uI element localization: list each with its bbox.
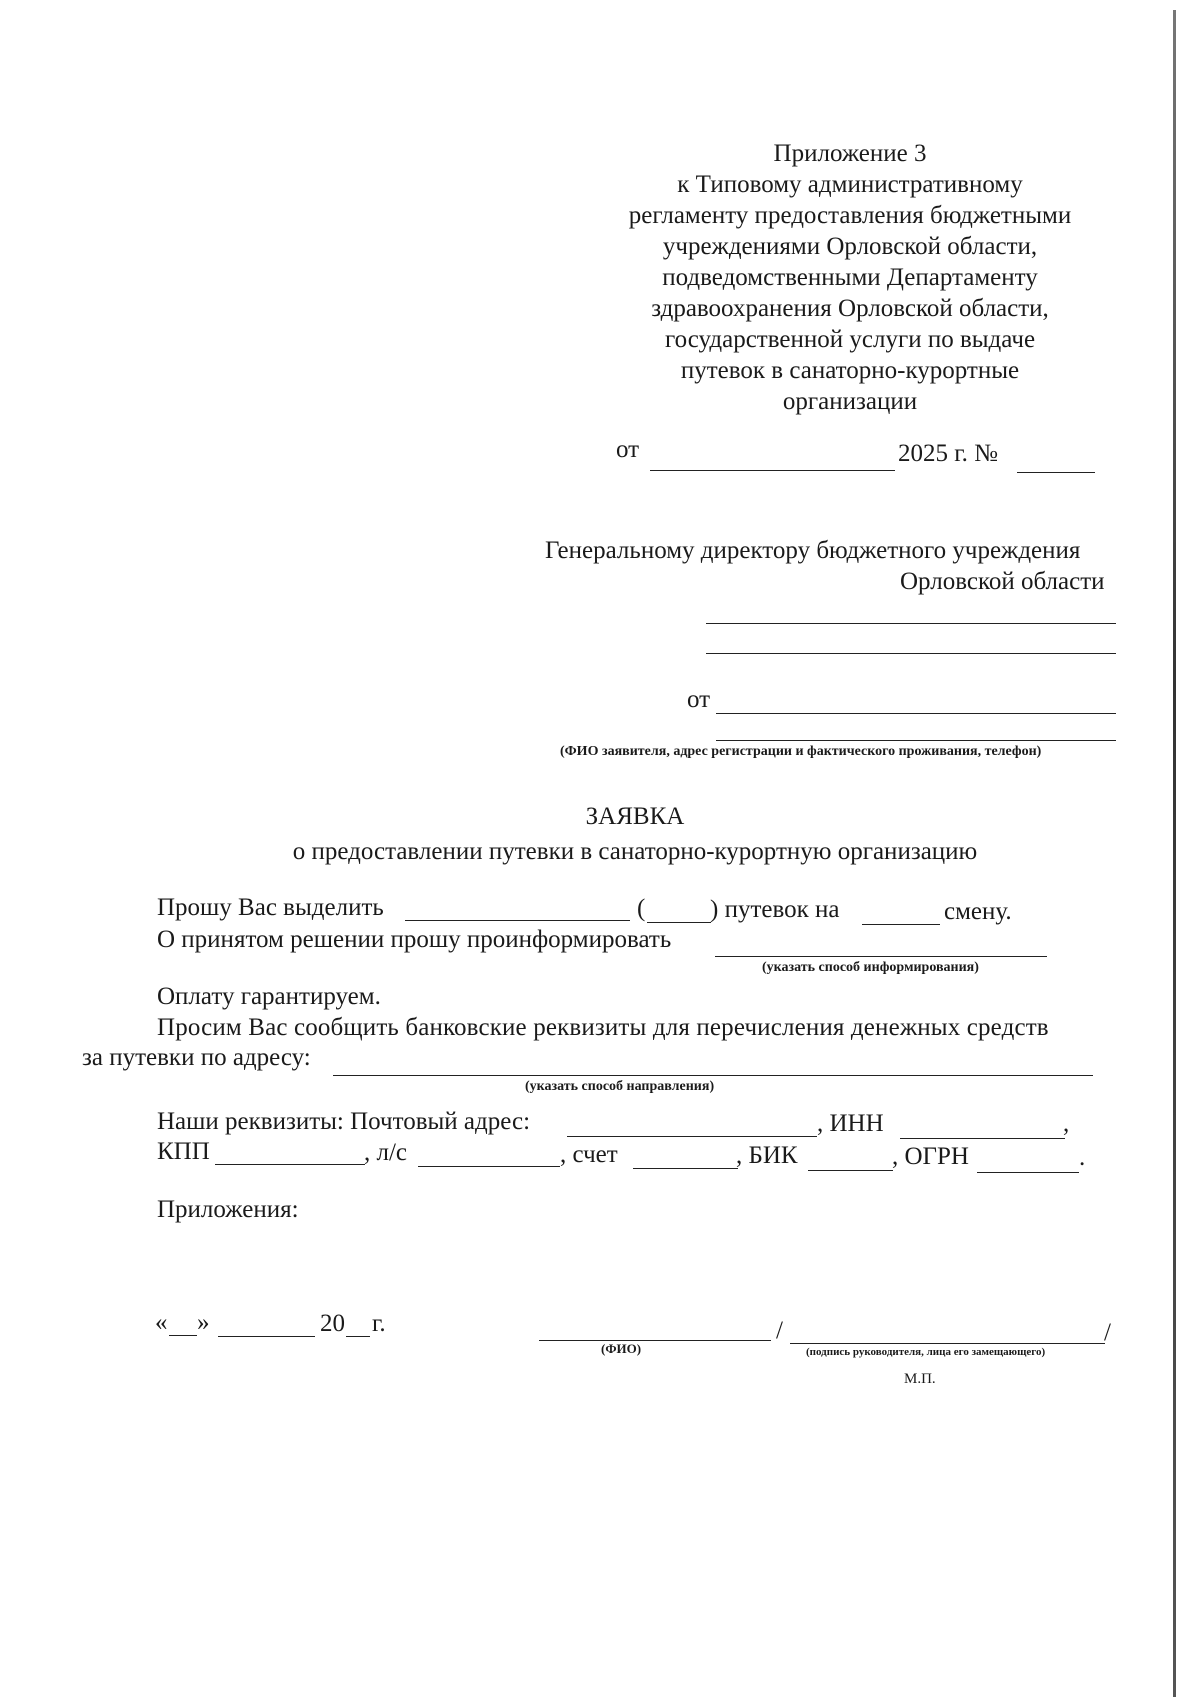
bank-address-blank[interactable] [333,1075,1093,1076]
inform-caption: (указать способ информирования) [762,960,979,975]
slash-2: / [1104,1319,1111,1346]
appendix-line: государственной услуги по выдаче [664,326,1036,353]
bank-line2: за путевки по адресу: [82,1044,311,1071]
inn-label: , ИНН [817,1110,884,1137]
kpp-label: КПП [157,1138,210,1165]
appendix-line: организации [782,388,918,415]
appendix-line: Приложение 3 [773,140,927,167]
month-blank[interactable] [218,1336,315,1337]
account-blank[interactable] [633,1168,738,1169]
title-sub: о предоставлении путевки в санаторно-курортную организацию [292,838,978,865]
addressee-line2: Орловской области [900,568,1105,595]
ls-blank[interactable] [418,1166,560,1167]
bik-blank[interactable] [808,1170,893,1171]
appendix-line: подведомственными Департаменту [662,264,1038,291]
inform-blank[interactable] [715,956,1047,957]
signature-blank[interactable] [790,1343,1105,1344]
voucher-name-blank[interactable] [405,920,630,921]
from-caption: (ФИО заявителя, адрес регистрации и фактического проживания, телефон) [560,744,1042,759]
from-label: от [687,686,711,713]
fio-caption: (ФИО) [601,1341,642,1356]
details-label: Наши реквизиты: Почтовый адрес: [157,1108,531,1135]
bank-caption: (указать способ направления) [525,1079,715,1094]
quote-close: » [197,1309,210,1336]
bik-label: , БИК [736,1142,798,1169]
payment-text: Оплату гарантируем. [157,983,381,1010]
appendix-line: к Типовому административному [677,171,1023,198]
postal-address-blank[interactable] [567,1136,817,1137]
appendix-line: учреждениями Орловской области, [662,233,1038,260]
from-blank-2[interactable] [716,740,1116,741]
inn-blank[interactable] [900,1138,1065,1139]
bank-line1: Просим Вас сообщить банковские реквизиты для перечисления денежных средств [157,1014,1049,1041]
date-blank[interactable] [650,470,895,471]
date-year-label: 2025 г. № [898,440,999,467]
kpp-blank[interactable] [215,1164,365,1165]
shift-label: смену. [944,898,1012,925]
quote-open: « [155,1309,168,1336]
signature-caption: (подпись руководителя, лица его замещающего) [806,1346,1046,1358]
paren-close: ) путевок на [710,896,840,923]
fio-blank[interactable] [539,1340,771,1341]
inform-text: О принятом решении прошу проинформировать [157,926,672,953]
appendix-line: регламенту предоставления бюджетными [628,202,1072,229]
addressee-blank-2[interactable] [706,653,1116,654]
inn-comma: , [1063,1110,1070,1137]
number-blank[interactable] [1017,472,1095,473]
ogrn-label: , ОГРН [892,1143,969,1170]
year-blank[interactable] [346,1336,370,1337]
end-dot: . [1079,1144,1086,1171]
slash-1: / [776,1317,783,1344]
voucher-count-blank[interactable] [647,922,711,923]
date-prefix: от [616,436,640,463]
appendix-line: здравоохранения Орловской области, [651,295,1049,322]
year-prefix: 20 [320,1310,345,1337]
appendix-line: путевок в санаторно-курортные [680,357,1020,384]
request-prefix: Прошу Вас выделить [157,894,384,921]
day-blank[interactable] [169,1335,197,1336]
addressee-line1: Генеральному директору бюджетного учреждения [545,537,1081,564]
title-main: ЗАЯВКА [585,803,685,830]
shift-blank[interactable] [862,924,940,925]
stamp-label: М.П. [904,1371,936,1387]
attachments-label: Приложения: [157,1196,299,1223]
year-suffix: г. [372,1310,386,1337]
ls-label: , л/с [364,1139,408,1166]
appendix-header [600,138,1100,417]
account-label: , счет [560,1141,618,1168]
paren-open: ( [637,895,646,922]
ogrn-blank[interactable] [977,1172,1079,1173]
addressee-blank-1[interactable] [706,623,1116,624]
from-blank-1[interactable] [716,713,1116,714]
